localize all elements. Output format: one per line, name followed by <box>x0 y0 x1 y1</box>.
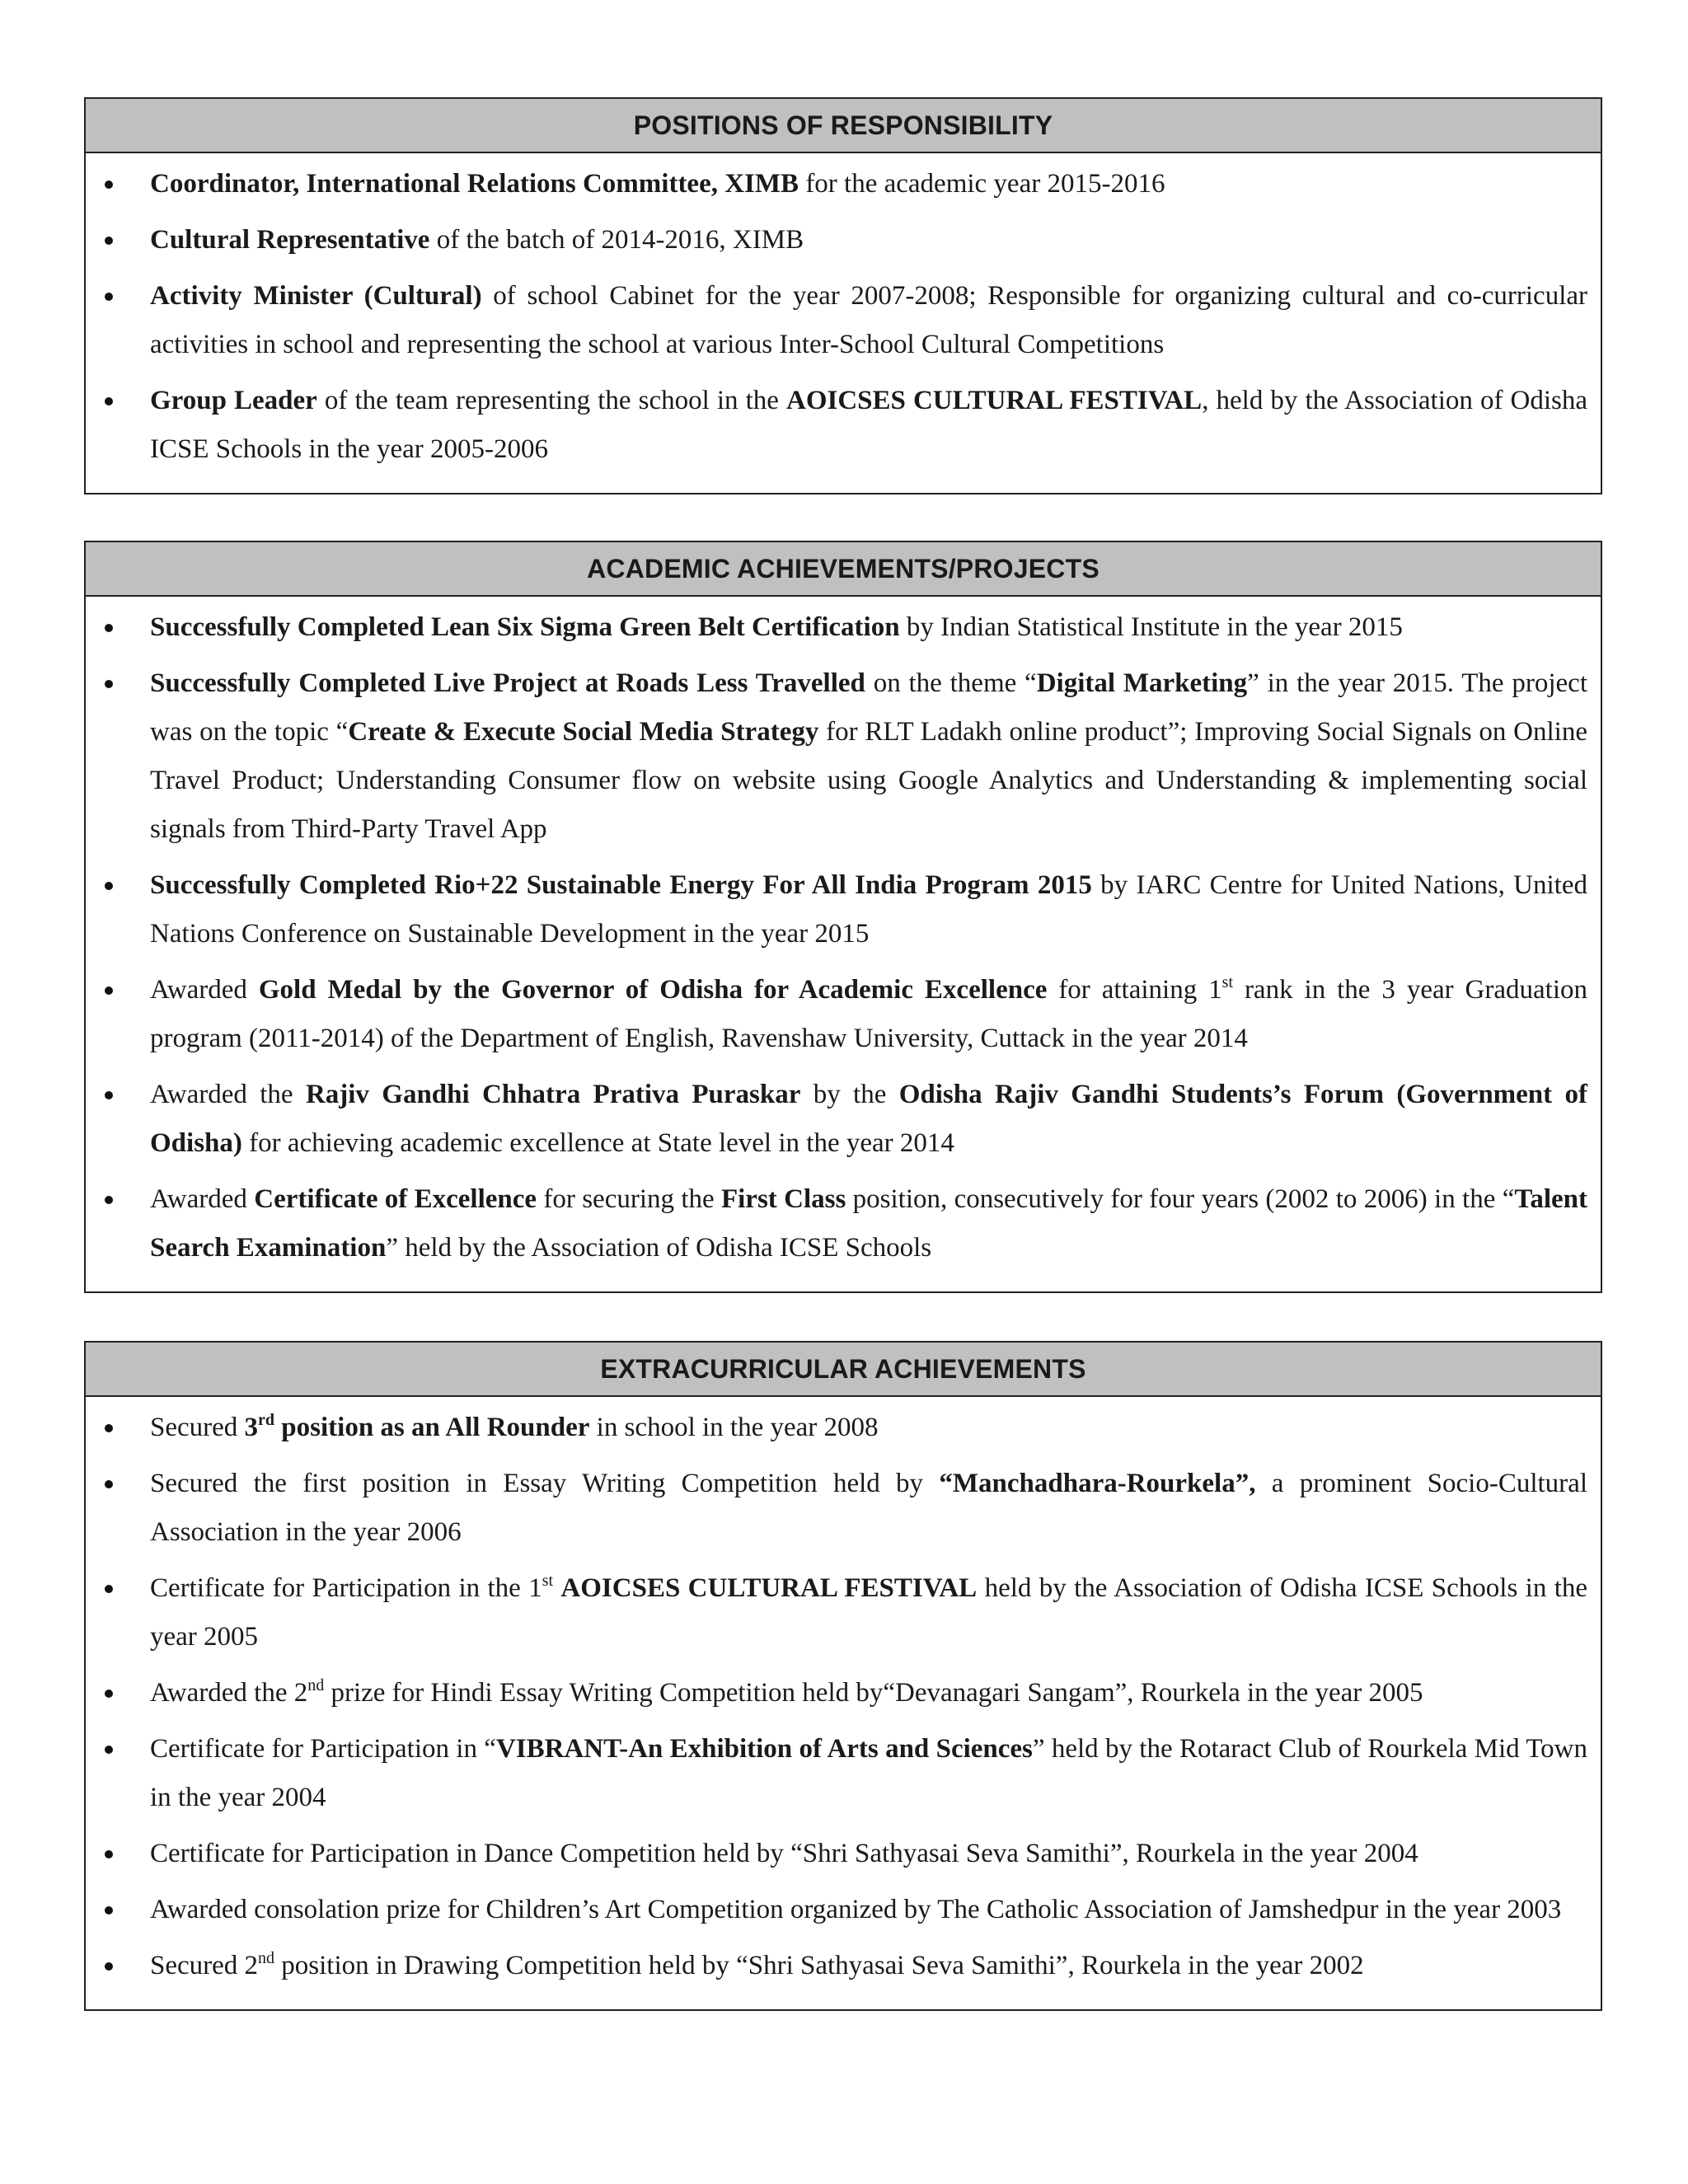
text: Awarded consolation prize for Children’s Art Competition organized by The Catholic Association of Jamshedpur in the year 2003 <box>150 1895 1562 1924</box>
bold-text: Successfully Completed Live Project at Roads Less Travelled <box>150 668 865 698</box>
text: of the batch of 2014-2016, XIMB <box>429 225 804 255</box>
list-item <box>86 659 1601 854</box>
list-item <box>86 1175 1601 1272</box>
text: for attaining 1 <box>1047 975 1222 1005</box>
text: rank in the 3 year Graduation program (2011-2014) of the Department of English, Ravenshaw University, Cuttack in the year 2014 <box>150 975 1588 1053</box>
text: on the theme “ <box>865 668 1037 698</box>
text: for the academic year 2015-2016 <box>799 169 1165 199</box>
text: Certificate for Participation in the 1 <box>150 1573 542 1603</box>
bold-text: Successfully Completed Lean Six Sigma Green Belt Certification <box>150 612 900 642</box>
list-item <box>86 377 1601 474</box>
text: ” held by the Rotaract Club of Rourkela Mid Town in the year 2004 <box>150 1734 1588 1812</box>
text: position, consecutively for four years (2002 to 2006) in the “ <box>846 1184 1515 1214</box>
text: for securing the <box>537 1184 721 1214</box>
text: ” in the year 2015. The project was on the topic “ <box>150 668 1587 747</box>
superscript: nd <box>258 1949 275 1967</box>
bullet-list <box>86 153 1601 493</box>
list-item <box>86 966 1601 1063</box>
bullet-list <box>86 597 1601 1291</box>
text: Secured the first position in Essay Writing Competition held by <box>150 1469 940 1498</box>
superscript: rd <box>258 1411 275 1429</box>
section-heading: ACADEMIC ACHIEVEMENTS/PROJECTS <box>86 542 1601 597</box>
bold-text: “Manchadhara-Rourkela”, <box>939 1469 1256 1498</box>
text: of school Cabinet for the year 2007-2008; Responsible for organizing cultural and co-curricular activities in school and representing the school at various Inter-School Cultural Competitions <box>150 281 1587 359</box>
superscript: nd <box>307 1676 325 1694</box>
text: Secured <box>150 1413 245 1442</box>
bold-text: Digital Marketing <box>1036 668 1248 698</box>
section-heading: EXTRACURRICULAR ACHIEVEMENTS <box>86 1343 1601 1397</box>
bold-text: AOICSES CULTURAL FESTIVAL <box>786 386 1203 415</box>
list-item <box>86 1830 1601 1878</box>
text: prize for Hindi Essay Writing Competition held by“Devanagari Sangam”, Rourkela in the year 2005 <box>324 1678 1423 1708</box>
list-item <box>86 603 1601 652</box>
text: by IARC Centre for United Nations, United Nations Conference on Sustainable Development in the year 2015 <box>150 870 1588 949</box>
bold-text: Create & Execute Social Media Strategy <box>348 717 819 747</box>
bold-text: Gold Medal by the Governor of Odisha for Academic Excellence <box>258 975 1048 1005</box>
text: ” held by the Association of Odisha ICSE Schools <box>386 1233 932 1263</box>
superscript: st <box>1221 973 1233 991</box>
bold-text: Talent Search Examination <box>150 1184 1587 1263</box>
bold-text: 3 <box>244 1413 259 1442</box>
bold-text: Odisha Rajiv Gandhi Students’s Forum (Government of Odisha) <box>150 1080 1587 1158</box>
list-item <box>86 861 1601 958</box>
text: position in Drawing Competition held by “Shri Sathyasai Seva Samithi”, Rourkela in the year 2002 <box>274 1951 1364 1980</box>
bold-text: position as an All Rounder <box>274 1413 590 1442</box>
text: Awarded <box>150 975 259 1005</box>
bold-text: Successfully Completed Rio+22 Sustainable Energy For All India Program 2015 <box>150 870 1092 900</box>
bold-text: Group Leader <box>150 386 317 415</box>
bold-text: Certificate of Excellence <box>254 1184 537 1214</box>
text: Awarded the 2 <box>150 1678 308 1708</box>
list-item <box>86 160 1601 209</box>
bold-text: Activity Minister (Cultural) <box>150 281 482 311</box>
bold-text: First Class <box>720 1184 846 1214</box>
section-positions-of-responsibility <box>84 97 1602 494</box>
list-item <box>86 1725 1601 1822</box>
list-item <box>86 1071 1601 1168</box>
bold-text: AOICSES CULTURAL FESTIVAL <box>560 1573 978 1603</box>
text: a prominent Socio-Cultural Association in the year 2006 <box>150 1469 1587 1547</box>
list-item <box>86 1669 1601 1718</box>
section-academic-achievements <box>84 541 1602 1293</box>
text: Awarded <box>150 1184 255 1214</box>
text: for achieving academic excellence at State level in the year 2014 <box>241 1128 954 1158</box>
text: Certificate for Participation in “ <box>150 1734 496 1764</box>
bullet-list <box>86 1397 1601 2009</box>
text: in school in the year 2008 <box>589 1413 879 1442</box>
list-item <box>86 1564 1601 1661</box>
list-item <box>86 1460 1601 1557</box>
bold-text: Rajiv Gandhi Chhatra Prativa Puraskar <box>305 1080 801 1109</box>
bold-text: Coordinator, International Relations Committee, XIMB <box>150 169 799 199</box>
text: by the <box>800 1080 899 1109</box>
list-item <box>86 1942 1601 1990</box>
bold-text: Cultural Representative <box>150 225 430 255</box>
list-item <box>86 272 1601 369</box>
section-extracurricular-achievements <box>84 1341 1602 2011</box>
text: Awarded the <box>150 1080 306 1109</box>
list-item <box>86 216 1601 265</box>
bold-text: VIBRANT-An Exhibition of Arts and Sciences <box>495 1734 1033 1764</box>
superscript: st <box>542 1572 554 1590</box>
text: held by the Association of Odisha ICSE Schools in the year 2005 <box>150 1573 1588 1652</box>
section-heading: POSITIONS OF RESPONSIBILITY <box>86 99 1601 153</box>
text: Certificate for Participation in Dance Competition held by “Shri Sathyasai Seva Samithi”, Rourkela in the year 2004 <box>150 1839 1418 1868</box>
text: Secured 2 <box>150 1951 259 1980</box>
list-item <box>86 1404 1601 1452</box>
text: by Indian Statistical Institute in the year 2015 <box>899 612 1403 642</box>
text: of the team representing the school in the <box>316 386 786 415</box>
text: for RLT Ladakh online product”; Improving Social Signals on Online Travel Product; Understanding Consumer flow on website using Google Analytics and Understanding & implementing social signals from Third-Party Travel App <box>150 717 1587 844</box>
text: , held by the Association of Odisha ICSE Schools in the year 2005-2006 <box>150 386 1587 464</box>
list-item <box>86 1886 1601 1934</box>
